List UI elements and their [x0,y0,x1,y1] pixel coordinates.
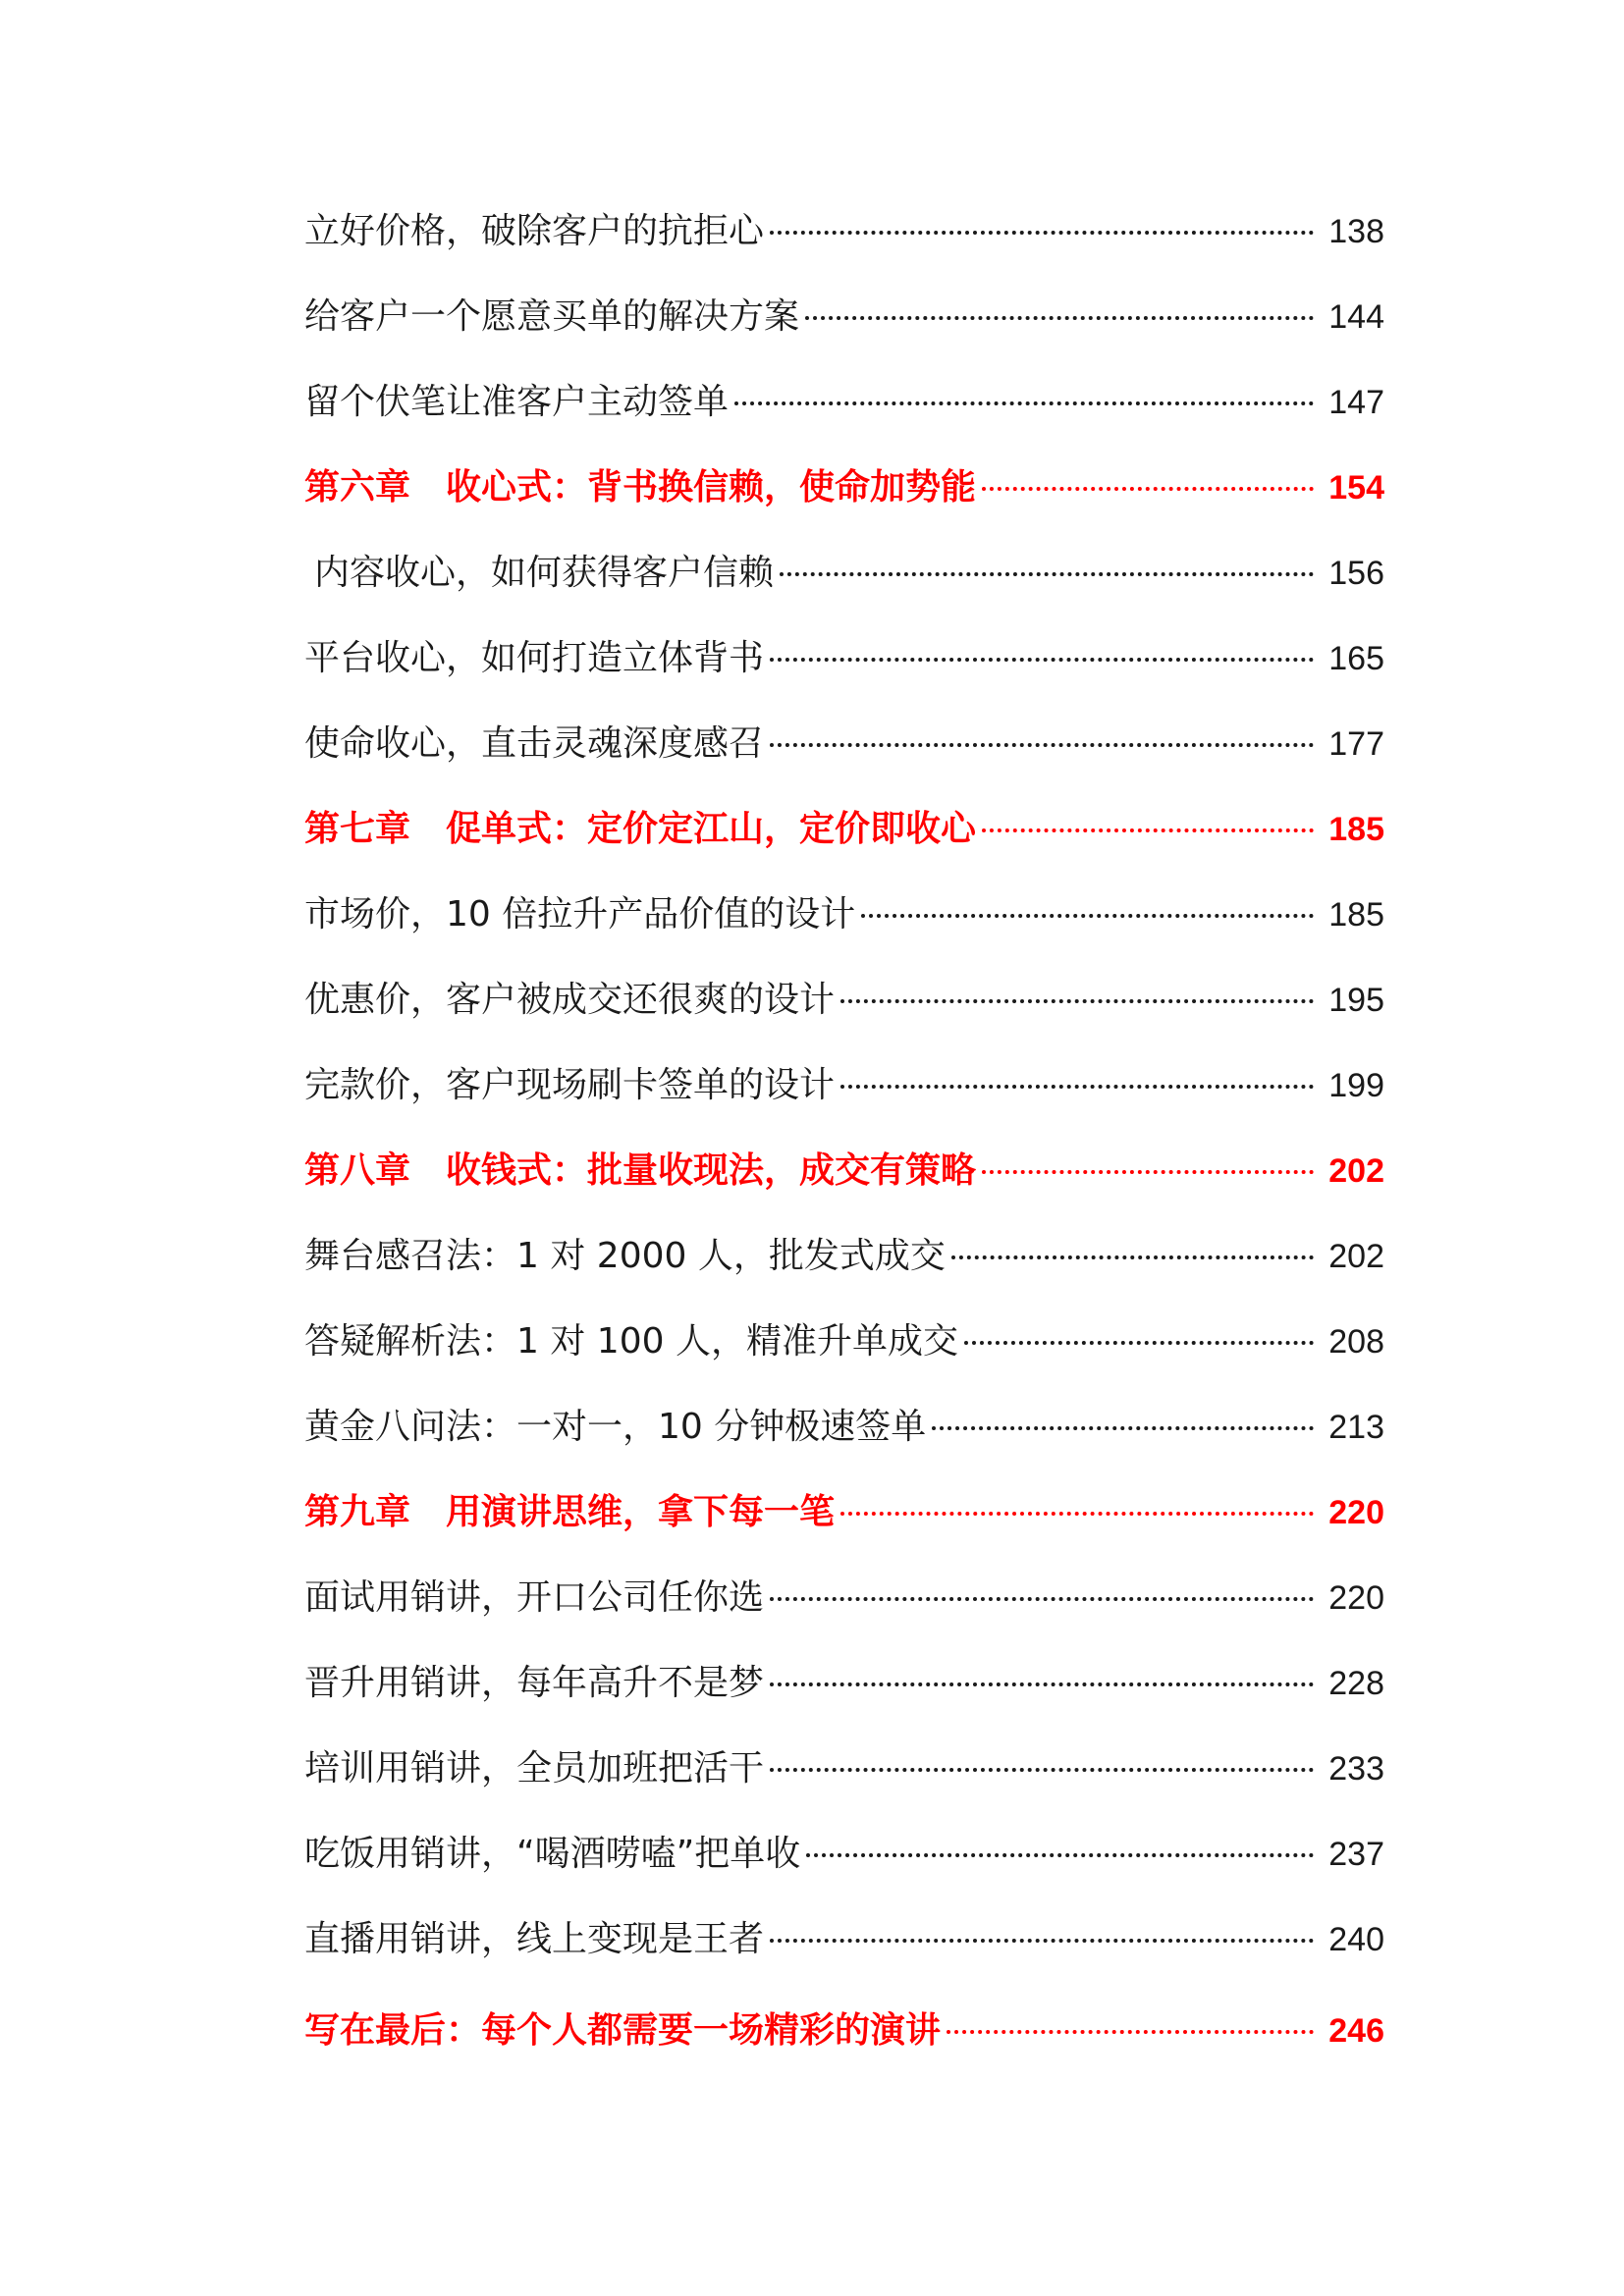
toc-chapter-page: 220 [1328,1494,1384,1531]
toc-chapter-title: 第九章 用演讲思维，拿下每一笔 [304,1492,836,1532]
toc-entry-title: 使命收心，直击灵魂深度感召 [304,723,765,764]
toc-chapter-page: 185 [1328,811,1384,848]
dot-leader [770,1682,1314,1686]
toc-entry-page: 177 [1328,725,1384,763]
toc-entry-title: 直播用销讲，线上变现是王者 [304,1919,765,1959]
toc-entry[interactable] [304,891,1384,977]
toc-entry-title: 面试用销讲，开口公司任你选 [304,1577,765,1618]
toc-entry-page: 233 [1328,1750,1384,1788]
dot-leader [770,1939,1314,1943]
dot-leader [806,1853,1314,1857]
toc-entry-title: 晋升用销讲，每年高升不是梦 [304,1663,765,1703]
toc-entry-title: 给客户一个愿意买单的解决方案 [304,296,800,337]
toc-entry[interactable] [304,977,1384,1062]
dot-leader [770,231,1314,235]
toc-entry-title: 优惠价，客户被成交还很爽的设计 [304,980,836,1020]
toc-chapter-page: 202 [1328,1152,1384,1190]
toc-entry-title: 完款价，客户现场刷卡签单的设计 [304,1065,836,1105]
toc-chapter-title: 写在最后：每个人都需要一场精彩的演讲 [304,2010,942,2051]
dot-leader [964,1341,1314,1345]
dot-leader [840,1085,1314,1089]
toc-entry[interactable] [304,635,1384,721]
toc-chapter-entry[interactable] [304,1148,1384,1233]
toc-entry-page: 199 [1328,1067,1384,1104]
toc-entry-page: 202 [1328,1238,1384,1275]
dot-leader [770,743,1314,747]
toc-entry-page: 138 [1328,213,1384,250]
toc-chapter-entry[interactable] [304,464,1384,550]
toc-entry-title: 内容收心，如何获得客户信赖 [314,553,775,593]
toc-entry-title: 立好价格，破除客户的抗拒心 [304,211,765,251]
toc-entry[interactable] [304,1318,1384,1404]
toc-entry[interactable] [304,721,1384,806]
dot-leader [770,1597,1314,1601]
toc-entry-page: 185 [1328,896,1384,934]
toc-entry-title: 平台收心，如何打造立体背书 [304,638,765,678]
toc-entry[interactable] [304,1660,1384,1745]
dot-leader [947,2030,1314,2034]
toc-entry[interactable] [304,208,1384,294]
dot-leader [780,572,1314,576]
toc-entry-title: 吃饭用销讲，“喝酒唠嗑”把单收 [304,1834,801,1874]
toc-entry-page: 195 [1328,982,1384,1019]
toc-entry[interactable] [304,550,1384,635]
toc-entry[interactable] [304,379,1384,464]
dot-leader [982,1170,1314,1174]
toc-entry-title: 培训用销讲，全员加班把活干 [304,1748,765,1789]
toc-chapter-title: 第七章 促单式：定价定江山，定价即收心 [304,809,977,849]
dot-leader [840,1512,1314,1516]
toc-chapter-entry[interactable] [304,806,1384,891]
toc-chapter-page: 246 [1328,2012,1384,2050]
toc-entry[interactable] [304,294,1384,379]
table-of-contents [304,208,1384,2093]
toc-entry-page: 228 [1328,1665,1384,1702]
dot-leader [840,999,1314,1003]
toc-chapter-title: 第六章 收心式：背书换信赖，使命加势能 [304,467,977,507]
dot-leader [770,658,1314,662]
toc-entry-page: 144 [1328,298,1384,336]
toc-entry-title: 黄金八问法：一对一，10 分钟极速签单 [304,1407,927,1447]
toc-entry-page: 156 [1328,555,1384,592]
dot-leader [951,1255,1314,1259]
toc-chapter-page: 154 [1328,469,1384,507]
dot-leader [770,1768,1314,1772]
toc-entry-page: 220 [1328,1579,1384,1617]
dot-leader [982,828,1314,832]
toc-entry[interactable] [304,1404,1384,1489]
toc-entry[interactable] [304,1745,1384,1831]
toc-entry[interactable] [304,1831,1384,1916]
toc-entry-page: 165 [1328,640,1384,677]
toc-chapter-entry[interactable] [304,2007,1384,2093]
dot-leader [932,1426,1314,1430]
toc-chapter-entry[interactable] [304,1489,1384,1575]
toc-entry[interactable] [304,1916,1384,2002]
toc-chapter-title: 第八章 收钱式：批量收现法，成交有策略 [304,1150,977,1191]
toc-entry[interactable] [304,1062,1384,1148]
dot-leader [861,914,1314,918]
toc-entry-page: 208 [1328,1323,1384,1361]
toc-entry-page: 237 [1328,1836,1384,1873]
dot-leader [805,316,1314,320]
toc-entry-title: 舞台感召法：1 对 2000 人，批发式成交 [304,1236,946,1276]
toc-entry-page: 147 [1328,384,1384,421]
toc-entry-title: 市场价，10 倍拉升产品价值的设计 [304,894,856,934]
toc-entry[interactable] [304,1575,1384,1660]
dot-leader [734,401,1314,405]
dot-leader [982,487,1314,491]
toc-entry-title: 留个伏笔让准客户主动签单 [304,382,730,422]
toc-entry[interactable] [304,1233,1384,1318]
toc-entry-page: 213 [1328,1409,1384,1446]
toc-entry-page: 240 [1328,1921,1384,1958]
toc-entry-title: 答疑解析法：1 对 100 人，精准升单成交 [304,1321,958,1362]
